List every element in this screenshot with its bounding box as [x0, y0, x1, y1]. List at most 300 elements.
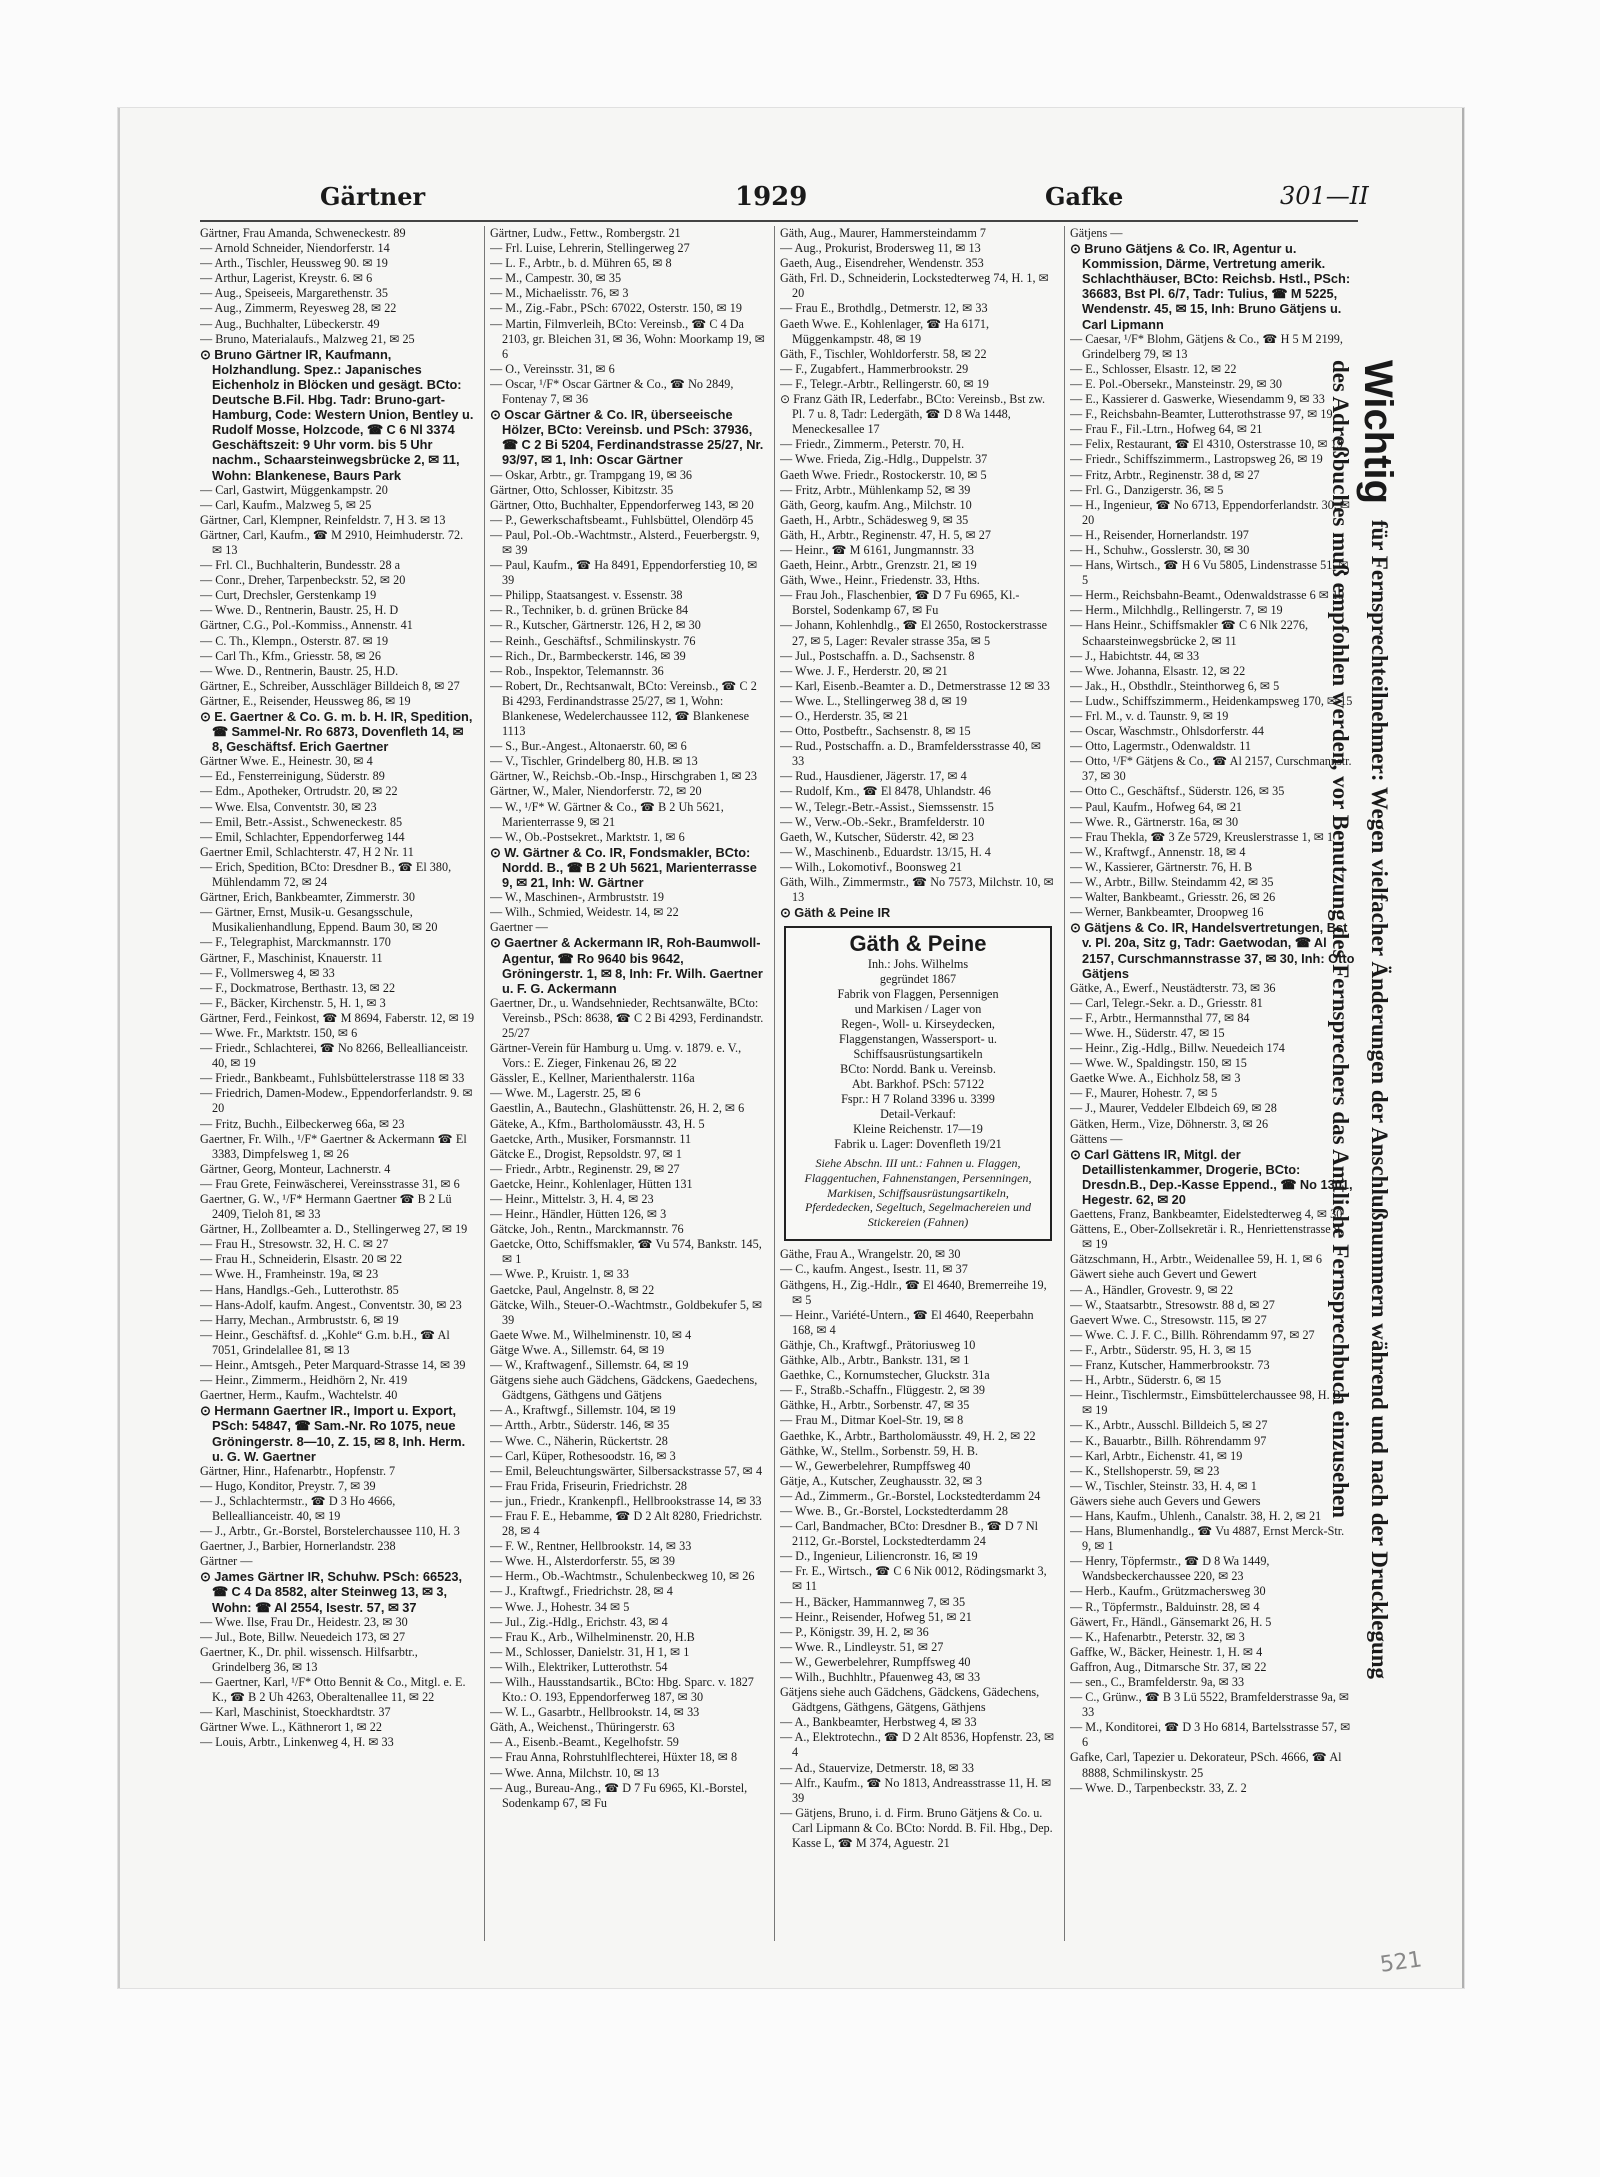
- directory-entry: — Frau M., Ditmar Koel-Str. 19, ✉ 8: [780, 1413, 964, 1428]
- directory-entry: — O., Herderstr. 35, ✉ 21: [780, 709, 909, 723]
- directory-entry: — Rob., Inspektor, Telemannstr. 36: [490, 663, 664, 678]
- directory-entry: — H., Schuhw., Gosslerstr. 30, ✉ 30: [1070, 542, 1250, 557]
- directory-entry: ⊙ Oscar Gärtner & Co. IR, überseeische Hölzer, BCto: Vereinsb. und PSch: 37936, ☎ C 2 Bi 5204, Ferdinandstrasse 25/27, Nr. 93/97, ✉ 1, Inh: Oscar Gärtner: [490, 407, 764, 468]
- directory-entry: — L. F., Arbtr., b. d. Mühren 65, ✉ 8: [490, 256, 672, 271]
- directory-entry: — Frl. M., v. d. Taunstr. 9, ✉ 19: [1070, 709, 1229, 723]
- directory-entry: Gäth, Wwe., Heinr., Friedenstr. 33, Hths.: [780, 573, 980, 588]
- directory-entry: ⊙ Bruno Gärtner IR, Kaufmann, Holzhandlung. Spez.: Japanisches Eichenholz in Blöcken und gesägt. BCto: Deutsche B.Fil. Hbg. Tadr: Bruno-gart-Hamburg, Code: Western Union, Bentley u. Rudolf Mosse, Holzcode, ☎ C 6 Nl 3374 Geschäftszeit: 9 Uhr vorm. bis 5 Uhr nachm., Schaarsteinwegsbrücke 2, ✉ 11, Wohn: Blankenese, Baurs Park: [200, 346, 474, 483]
- ad-line: Flaggenstangen, Wassersport- u.: [839, 1032, 997, 1047]
- directory-entry: — E., Schlosser, Elsastr. 12, ✉ 22: [1070, 361, 1237, 376]
- directory-entry: — F., Maurer, Hohestr. 7, ✉ 5: [1070, 1086, 1218, 1101]
- directory-entry: ⊙ E. Gaertner & Co. G. m. b. H. IR, Spedition, ☎ Sammel-Nr. Ro 6873, Dovenfleth 14, ✉ 8, Geschäftsf. Erich Gaertner: [200, 709, 473, 755]
- directory-entry: — Werner, Bankbeamter, Droopweg 16: [1070, 905, 1264, 920]
- page-number: 301—II: [1280, 182, 1369, 210]
- directory-entry: Gaeth, Aug., Eisendreher, Wendenstr. 353: [780, 256, 984, 271]
- directory-entry: — Paul, Pol.-Ob.-Wachtmstr., Alsterd., Feuerbergstr. 9, ✉ 39: [490, 527, 760, 557]
- directory-entry: Gättens —: [1070, 1131, 1123, 1146]
- directory-entry: — Ed., Fensterreinigung, Süderstr. 89: [200, 769, 385, 784]
- directory-entry: Gärtner, Carl, Kaufm., ☎ M 2910, Heimhuderstr. 72. ✉ 13: [200, 527, 464, 557]
- directory-entry: — Aug., Bureau-Ang., ☎ D 7 Fu 6965, Kl.-Borstel, Sodenkamp 67, ✉ Fu: [490, 1780, 748, 1810]
- page-stamp: 521: [1378, 1947, 1424, 1978]
- directory-entry: — Gärtner, Ernst, Musik-u. Gesangsschule, Musikalienhandlung, Eppend. Baum 30, ✉ 20: [200, 905, 438, 935]
- directory-entry: — Edm., Apotheker, Ortrudstr. 20, ✉ 22: [200, 784, 398, 799]
- directory-entry: — Emil, Betr.-Assist., Schweneckestr. 85: [200, 814, 403, 829]
- directory-entry: Gäth, Wilh., Zimmermstr., ☎ No 7573, Milchstr. 10, ✉ 13: [780, 875, 1054, 905]
- directory-entry: — Otto, ¹/F* Gätjens & Co., ☎ Al 2157, Curschmannstr. 37, ✉ 30: [1070, 754, 1352, 784]
- directory-entry: — Bruno, Materialaufs., Malzweg 21, ✉ 25: [200, 331, 415, 346]
- directory-entry: — Wwe. Elsa, Conventstr. 30, ✉ 23: [200, 799, 377, 814]
- directory-entry: — H., Ingenieur, ☎ No 6713, Eppendorferlandstr. 30, ✉ 20: [1070, 497, 1351, 527]
- directory-entry: — Curt, Drechsler, Gerstenkamp 19: [200, 588, 377, 603]
- directory-entry: — Emil, Schlachter, Eppendorferweg 144: [200, 829, 405, 844]
- directory-entry: — Frau Anna, Rohrstuhlflechterei, Hüxter 18, ✉ 8: [490, 1750, 738, 1765]
- directory-entry: ⊙ Gätjens & Co. IR, Handelsvertretungen, Bst v. Pl. 20a, Sitz g, Tadr: Gaetwodan, ☎ Al 2157, Curschmannstrasse 37, ✉ 30, Inh: Otto Gätjens: [1070, 920, 1355, 981]
- ad-line: Kleine Reichenstr. 17—19: [853, 1122, 983, 1137]
- page-content: [200, 174, 1440, 1974]
- directory-entry: — Heinr., Geschäftsf. d. „Kohle“ G.m. b.H., ☎ Al 7051, Grindelallee 81, ✉ 13: [200, 1327, 450, 1357]
- directory-entry: — K., Bauarbtr., Billh. Röhrendamm 97: [1070, 1433, 1267, 1448]
- header-rule: [200, 220, 1358, 222]
- directory-entry: Gärtner, Georg, Monteur, Lachnerstr. 4: [200, 1161, 391, 1176]
- directory-entry: — Carl, Bandmacher, BCto: Dresdner B., ☎ D 7 Nl 2112, Gr.-Borstel, Lockstedterdamm 24: [780, 1519, 1039, 1549]
- directory-entry: Gafke, Carl, Tapezier u. Dekorateur, PSch. 4666, ☎ Al 8888, Schmilinskystr. 25: [1070, 1750, 1342, 1780]
- column-2: [490, 226, 766, 1946]
- directory-entry: — C., Grünw., ☎ B 3 Lü 5522, Bramfelderstrasse 9a, ✉ 33: [1070, 1690, 1350, 1720]
- directory-entry: Gäthke, W., Stellm., Sorbenstr. 59, H. B.: [780, 1443, 979, 1458]
- directory-entry: — Hans, Kaufm., Uhlenh., Canalstr. 38, H. 2, ✉ 21: [1070, 1508, 1322, 1523]
- directory-entry: Gäth, H., Arbtr., Reginenstr. 47, H. 5, ✉ 27: [780, 527, 991, 542]
- directory-entry: — Karl, Arbtr., Eichenstr. 41, ✉ 19: [1070, 1448, 1243, 1463]
- directory-entry: — Otto C., Geschäftsf., Süderstr. 126, ✉ 35: [1070, 784, 1285, 799]
- directory-entry: — Wwe. C. J. F. C., Billh. Röhrendamm 97, ✉ 27: [1070, 1327, 1315, 1342]
- directory-entry: — Wilh., Lokomotivf., Boonsweg 21: [780, 859, 963, 874]
- directory-entry: — Heinr., Tischlermstr., Eimsbüttelerchaussee 98, H. B, ✉ 19: [1070, 1388, 1344, 1418]
- directory-entry: Gaffron, Aug., Ditmarsche Str. 37, ✉ 22: [1070, 1659, 1267, 1674]
- directory-entry: — Philipp, Staatsangest. v. Essenstr. 38: [490, 588, 683, 603]
- directory-entry: Gätcke E., Drogist, Repsoldstr. 97, ✉ 1: [490, 1146, 682, 1161]
- directory-entry: — Wwe. Frieda, Zig.-Hdlg., Duppelstr. 37: [780, 452, 988, 467]
- directory-entry: — Wwe. Johanna, Elsastr. 12, ✉ 22: [1070, 663, 1246, 678]
- directory-entry: — Fritz, Arbtr., Reginenstr. 38 d, ✉ 27: [1070, 467, 1260, 482]
- directory-entry: Gaettens, Franz, Bankbeamter, Eidelstedterweg 4, ✉ 30: [1070, 1207, 1343, 1222]
- column-divider: [774, 226, 775, 1941]
- directory-entry: — Hugo, Konditor, Preystr. 7, ✉ 39: [200, 1478, 376, 1493]
- directory-entry: — F., Arbtr., Hermannsthal 77, ✉ 84: [1070, 1010, 1250, 1025]
- directory-entry: — Wwe. C., Näherin, Rückertstr. 28: [490, 1433, 668, 1448]
- directory-entry: — K., Hafenarbtr., Peterstr. 32, ✉ 3: [1070, 1629, 1245, 1644]
- directory-entry: — Jak., H., Obsthdlr., Steinthorweg 6, ✉ 5: [1070, 678, 1280, 693]
- directory-entry: Gätjens siehe auch Gädchens, Gädckens, Gädechens, Gädtgens, Gäthgens, Gätgens, Gäthjens: [780, 1685, 1040, 1715]
- directory-entry: — Rud., Hausdiener, Jägerstr. 17, ✉ 4: [780, 769, 967, 784]
- directory-entry: — Aug., Zimmerm, Reyesweg 28, ✉ 22: [200, 301, 397, 316]
- directory-entry: Gäthje, Ch., Kraftwgf., Prätoriusweg 10: [780, 1337, 976, 1352]
- directory-entry: — W., Gewerbelehrer, Rumpffsweg 40: [780, 1654, 971, 1669]
- directory-entry: — Caesar, ¹/F* Blohm, Gätjens & Co., ☎ H 5 M 2199, Grindelberg 79, ✉ 13: [1070, 331, 1343, 361]
- directory-entry: Gärtner, W., Reichsb.-Ob.-Insp., Hirschgraben 1, ✉ 23: [490, 769, 757, 784]
- directory-entry: ⊙ Hermann Gaertner IR., Import u. Export, PSch: 54847, ☎ Sam.-Nr. Ro 1075, neue Gröningerstr. 8—10, Z. 15, ✉ 8, Inh. Herm. u. G. W. Gaertner: [200, 1403, 466, 1464]
- directory-entry: — Frau Joh., Flaschenbier, ☎ D 7 Fu 6965, Kl.-Borstel, Sodenkamp 67, ✉ Fu: [780, 588, 1020, 618]
- directory-entry: ⊙ James Gärtner IR, Schuhw. PSch: 66523, ☎ C 4 Da 8582, alter Steinweg 13, ✉ 3, Wohn: ☎ Al 2554, Isestr. 57, ✉ 37: [200, 1569, 463, 1615]
- directory-entry: — Oscar, ¹/F* Oscar Gärtner & Co., ☎ No 2849, Fontenay 7, ✉ 36: [490, 376, 734, 407]
- directory-entry: — Frl. Cl., Buchhalterin, Bundesstr. 28 a: [200, 558, 401, 573]
- directory-entry: — Herm., Milchhdlg., Rellingerstr. 7, ✉ 19: [1070, 603, 1283, 618]
- directory-entry: Gaeth Wwe. E., Kohlenlager, ☎ Ha 6171, Müggenkampstr. 48, ✉ 19: [780, 316, 990, 346]
- directory-entry: Gaertner, Herm., Kaufm., Wachtelstr. 40: [200, 1388, 398, 1403]
- directory-entry: — Oskar, Arbtr., gr. Trampgang 19, ✉ 36: [490, 467, 693, 482]
- directory-entry: Gaertner, Fr. Wilh., ¹/F* Gaertner & Ackermann ☎ El 3383, Dimpfelsweg 1, ✉ 26: [200, 1131, 467, 1161]
- directory-entry: Gätcke, Joh., Rentn., Marckmannstr. 76: [490, 1222, 684, 1237]
- directory-entry: — Wwe. D., Rentnerin, Baustr. 25, H. D: [200, 603, 399, 618]
- directory-entry: — Wwe. R., Lindleystr. 51, ✉ 27: [780, 1639, 944, 1654]
- directory-entry: Gärtner, Hinr., Hafenarbtr., Hopfenstr. 7: [200, 1463, 396, 1478]
- directory-entry: — Karl, Eisenb.-Beamter a. D., Detmerstrasse 12 ✉ 33: [780, 678, 1050, 693]
- directory-entry: — S., Bur.-Angest., Altonaerstr. 60, ✉ 6: [490, 739, 687, 754]
- directory-entry: — J., Arbtr., Gr.-Borstel, Borstelerchaussee 110, H. 3: [200, 1524, 460, 1539]
- directory-entry: — D., Ingenieur, Liliencronstr. 16, ✉ 19: [780, 1549, 978, 1564]
- directory-entry: — Hans Heinr., Schiffsmakler ☎ C 6 Nlk 2276, Schaarsteinwegsbrücke 2, ✉ 11: [1070, 618, 1309, 648]
- directory-entry: Gärtner, Erich, Bankbeamter, Zimmerstr. 30: [200, 890, 415, 905]
- directory-entry: Gärtner —: [200, 1554, 253, 1569]
- directory-entry: — Wilh., Hausstandsartik., BCto: Hbg. Sparc. v. 1827 Kto.: O. 193, Eppendorferweg 187, ✉ 30: [490, 1675, 754, 1705]
- ad-line: und Markisen / Lager von: [854, 1002, 982, 1017]
- directory-entry: — W., Telegr.-Betr.-Assist., Siemssenstr. 15: [780, 799, 994, 814]
- directory-entry: — Henry, Töpfermstr., ☎ D 8 Wa 1449, Wandsbeckerchaussee 220, ✉ 23: [1070, 1554, 1270, 1584]
- directory-entry: — Heinr., Zig.-Hdlg., Billw. Neuedeich 174: [1070, 1041, 1285, 1056]
- directory-entry: — Wwe. P., Kruistr. 1, ✉ 33: [490, 1267, 629, 1282]
- directory-entry: — Paul, Kaufm., Hofweg 64, ✉ 21: [1070, 799, 1243, 814]
- directory-entry: Gaeth, H., Arbtr., Schädesweg 9, ✉ 35: [780, 512, 969, 527]
- directory-entry: — W., Maschinenb., Eduardstr. 13/15, H. 4: [780, 844, 991, 859]
- directory-entry: — A., Elektrotechn., ☎ D 2 Alt 8536, Hopfenstr. 23, ✉ 4: [780, 1730, 1055, 1760]
- directory-entry: Gärtner, Ludw., Fettw., Rombergstr. 21: [490, 226, 681, 240]
- directory-entry: — Friedr., Zimmerm., Peterstr. 70, H.: [780, 437, 965, 452]
- directory-entry: Gäth, Aug., Maurer, Hammersteindamm 7: [780, 226, 986, 240]
- directory-entry: — Arthur, Lagerist, Kreystr. 6. ✉ 6: [200, 271, 373, 286]
- directory-entry: — W., Ob.-Postsekret., Marktstr. 1, ✉ 6: [490, 829, 685, 844]
- directory-entry: — Otto, Lagermstr., Odenwaldstr. 11: [1070, 739, 1251, 754]
- directory-entry: — J., Maurer, Veddeler Elbdeich 69, ✉ 28: [1070, 1101, 1277, 1116]
- directory-entry: Gärtner, F., Maschinist, Knauerstr. 11: [200, 950, 383, 965]
- directory-entry: — Heinr., ☎ M 6161, Jungmannstr. 33: [780, 542, 974, 557]
- directory-entry: Gaertner —: [490, 920, 548, 935]
- directory-entry: — Heinr., Mittelstr. 3, H. 4, ✉ 23: [490, 1192, 654, 1206]
- directory-entry: — Carl, Küper, Rothesoodstr. 16, ✉ 3: [490, 1448, 676, 1463]
- ad-line: Regen-, Woll- u. Kirseydecken,: [841, 1017, 995, 1032]
- column-3: [780, 226, 1056, 1946]
- directory-entry: — M., Konditorei, ☎ D 3 Ho 6814, Bartelsstrasse 57, ✉ 6: [1070, 1720, 1351, 1750]
- directory-entry: — V., Tischler, Grindelberg 80, H.B. ✉ 13: [490, 754, 698, 769]
- directory-entry: Gätcke, Wilh., Steuer-O.-Wachtmstr., Goldbekufer 5, ✉ 39: [490, 1297, 763, 1327]
- directory-entry: — Frau H., Schneiderin, Elsastr. 20 ✉ 22: [200, 1252, 403, 1267]
- directory-entry: — W., Kassierer, Gärtnerstr. 76, H. B: [1070, 859, 1253, 874]
- directory-entry: Gärtner, Otto, Buchhalter, Eppendorferweg 143, ✉ 20: [490, 497, 754, 512]
- directory-entry: — Hans, Wirtsch., ☎ H 6 Vu 5805, Lindenstrasse 51, ✉ 5: [1070, 558, 1349, 588]
- directory-entry: Gärtner-Verein für Hamburg u. Umg. v. 1879. e. V., Vors.: E. Zieger, Finkenau 26, ✉ 22: [490, 1041, 742, 1071]
- directory-entry: — F., Arbtr., Süderstr. 95, H. 3, ✉ 15: [1070, 1342, 1252, 1357]
- directory-entry: — Paul, Kaufm., ☎ Ha 8491, Eppendorferstieg 10, ✉ 39: [490, 558, 758, 588]
- directory-entry: — A., Eisenb.-Beamt., Kegelhofstr. 59: [490, 1735, 679, 1750]
- directory-entry: Gäthke, H., Arbtr., Sorbenstr. 47, ✉ 35: [780, 1398, 970, 1413]
- directory-entry: — E. Pol.-Obersekr., Mansteinstr. 29, ✉ 30: [1070, 376, 1282, 391]
- directory-entry: — E., Kassierer d. Gaswerke, Wiesendamm 9, ✉ 33: [1070, 392, 1325, 407]
- directory-entry: — F., Bäcker, Kirchenstr. 5, H. 1, ✉ 3: [200, 995, 386, 1010]
- directory-entry: — Aug., Buchhalter, Lübeckerstr. 49: [200, 316, 380, 331]
- directory-entry: — Frau E., Brothdlg., Detmerstr. 12, ✉ 33: [780, 301, 988, 316]
- directory-entry: — Johann, Kohlenhdlg., ☎ El 2650, Rostockerstrasse 27, ✉ 5, Lager: Revaler strasse 35a, ✉ 5: [780, 618, 1048, 648]
- directory-entry: — Franz, Kutscher, Hammerbrookstr. 73: [1070, 1358, 1270, 1373]
- directory-entry: — R., Töpfermstr., Balduinstr. 28, ✉ 4: [1070, 1599, 1260, 1614]
- directory-entry: — Rudolf, Km., ☎ El 8478, Uhlandstr. 46: [780, 784, 991, 799]
- directory-entry: — Rich., Dr., Barmbeckerstr. 146, ✉ 39: [490, 648, 686, 663]
- directory-entry: — Frau K., Arb., Wilhelminenstr. 20, H.B: [490, 1629, 695, 1644]
- directory-entry: Gaeth Wwe. Friedr., Rostockerstr. 10, ✉ 5: [780, 467, 987, 482]
- column-divider: [1064, 226, 1065, 1941]
- directory-entry: — Gaertner, Karl, ¹/F* Otto Bennit & Co., Mitgl. e. E. K., ☎ B 2 Uh 4263, Oberaltenallee 11, ✉ 22: [200, 1675, 466, 1705]
- header-year: 1929: [735, 182, 808, 212]
- directory-entry: — K., Stellshoperstr. 59, ✉ 23: [1070, 1463, 1220, 1478]
- directory-entry: — W., Gewerbelehrer, Rumpffsweg 40: [780, 1458, 971, 1473]
- ad-line: Detail-Verkauf:: [880, 1107, 956, 1122]
- column-divider: [484, 226, 485, 1941]
- directory-entry: — Wwe. Fr., Marktstr. 150, ✉ 6: [200, 1025, 358, 1040]
- directory-entry: — Herm., Reichsbahn-Beamt., Odenwaldstrasse 6 ✉ 19: [1070, 588, 1345, 603]
- ad-lines: [796, 987, 1040, 1152]
- directory-entry: — Wwe. Anna, Milchstr. 10, ✉ 13: [490, 1765, 660, 1780]
- directory-entry: — A., Kraftwgf., Sillemstr. 104, ✉ 19: [490, 1403, 676, 1418]
- directory-entry: — C. Th., Klempn., Osterstr. 87. ✉ 19: [200, 633, 389, 648]
- directory-entry: — P., Königstr. 39, H. 2, ✉ 36: [780, 1624, 929, 1639]
- directory-entry: Gaertner, K., Dr. phil. wissensch. Hilfsarbtr., Grindelberg 36, ✉ 13: [200, 1644, 418, 1674]
- vertical-notice: [1327, 360, 1400, 1690]
- directory-entry: Gaethke, C., Kornumstecher, Gluckstr. 31a: [780, 1368, 990, 1383]
- directory-entry: Gäth, A., Weichenst., Thüringerstr. 63: [490, 1720, 675, 1735]
- directory-entry: — sen., C., Bramfelderstr. 9a, ✉ 33: [1070, 1675, 1245, 1689]
- directory-entry: — W., ¹/F* W. Gärtner & Co., ☎ B 2 Uh 5621, Marienterrasse 9, ✉ 21: [490, 799, 724, 829]
- directory-entry: Gaertner, G. W., ¹/F* Hermann Gaertner ☎ B 2 Lü 2409, Tieloh 81, ✉ 33: [200, 1192, 452, 1222]
- directory-entry: Gäteke, A., Kfm., Bartholomäusstr. 43, H. 5: [490, 1116, 705, 1131]
- directory-entry: — W., Verw.-Ob.-Sekr., Bramfelderstr. 10: [780, 814, 985, 829]
- directory-entry: Gärtner, Otto, Schlosser, Kibitzstr. 35: [490, 482, 674, 497]
- directory-entry: — Hans, Handlgs.-Geh., Lutterothstr. 85: [200, 1282, 399, 1297]
- directory-entry: — Friedrich, Damen-Modew., Eppendorferlandstr. 9. ✉ 20: [200, 1086, 473, 1116]
- directory-entry: — W. L., Gasarbtr., Hellbrookstr. 14, ✉ 33: [490, 1705, 700, 1720]
- notice-keyword: Wichtig: [1356, 360, 1400, 505]
- directory-entry: Gäthe, Frau A., Wrangelstr. 20, ✉ 30: [780, 1247, 961, 1262]
- directory-entry: — Fr. E., Wirtsch., ☎ C 6 Nik 0012, Rödingsmarkt 3, ✉ 11: [780, 1564, 1047, 1594]
- directory-entry: — H., Arbtr., Süderstr. 6, ✉ 15: [1070, 1373, 1222, 1388]
- directory-entry: — A., Bankbeamter, Herbstweg 4, ✉ 33: [780, 1715, 977, 1730]
- directory-entry: — Emil, Beleuchtungswärter, Silbersackstrasse 57, ✉ 4: [490, 1463, 763, 1478]
- directory-entry: Gaetcke, Paul, Angelnstr. 8, ✉ 22: [490, 1282, 655, 1297]
- directory-entry: Gäth, F., Tischler, Wohldorferstr. 58, ✉ 22: [780, 346, 987, 361]
- directory-entry: — Frau F. E., Hebamme, ☎ D 2 Alt 8280, Friedrichstr. 28, ✉ 4: [490, 1508, 763, 1539]
- directory-entry: — Reinh., Geschäftsf., Schmilinskystr. 76: [490, 633, 696, 648]
- directory-entry: — Herb., Kaufm., Grützmachersweg 30: [1070, 1584, 1266, 1599]
- directory-entry: — W., Arbtr., Billw. Steindamm 42, ✉ 35: [1070, 875, 1274, 890]
- directory-entry: — Ad., Stauervize, Detmerstr. 18, ✉ 33: [780, 1760, 975, 1775]
- directory-entry: Gätje, A., Kutscher, Zeughausstr. 32, ✉ 3: [780, 1473, 982, 1488]
- directory-entry: — Jul., Zig.-Hdlg., Erichstr. 43, ✉ 4: [490, 1614, 668, 1629]
- directory-entry: Gäthke, Alb., Arbtr., Bankstr. 131, ✉ 1: [780, 1353, 970, 1368]
- directory-entry: — Gätjens, Bruno, i. d. Firm. Bruno Gätjens & Co. u. Carl Lipmann & Co. BCto: Nordd. B. Fil. Hbg., Dep. Kasse L, ☎ M 374, Aguestr. 21: [780, 1805, 1053, 1851]
- directory-entry: Gaetke Wwe. A., Eichholz 58, ✉ 3: [1070, 1071, 1241, 1086]
- directory-entry: Gärtner Wwe. E., Heinestr. 30, ✉ 4: [200, 754, 373, 769]
- directory-entry: Gaeth, Heinr., Arbtr., Grenzstr. 21, ✉ 19: [780, 558, 977, 573]
- directory-entry: Gättens, E., Ober-Zollsekretär i. R., Henriettenstrasse 9, ✉ 19: [1070, 1222, 1343, 1252]
- directory-entry: — Wwe. J., Hohestr. 34 ✉ 5: [490, 1599, 630, 1614]
- directory-entry: — M., Michaelisstr. 76, ✉ 3: [490, 286, 629, 301]
- directory-entry: — F., Dockmatrose, Berthastr. 13, ✉ 22: [200, 980, 396, 995]
- ad-crossref: Siehe Abschn. III unt.: Fahnen u. Flaggen, Flaggentuchen, Fahnenstangen, Persenningen, Markisen, Schiffsausrüstungsartikeln, Pferdedecken, Segeltuch, Segelmachereien und Stickereien (Fahnen): [804, 1156, 1032, 1229]
- ad-line: Fabrik u. Lager: Dovenfleth 19/21: [834, 1137, 1002, 1152]
- directory-entry: — Frau Frida, Friseurin, Friedrichstr. 28: [490, 1478, 688, 1493]
- directory-entry: — Wwe. D., Tarpenbeckstr. 33, Z. 2: [1070, 1780, 1247, 1795]
- directory-entry: — W., Maschinen-, Armbruststr. 19: [490, 890, 665, 905]
- directory-entry: — Heinr., Amtsgeh., Peter Marquard-Strasse 14, ✉ 39: [200, 1358, 466, 1373]
- directory-entry: — Karl, Maschinist, Stoeckhardtstr. 37: [200, 1705, 391, 1720]
- directory-entry: — Walter, Bankbeamt., Griesstr. 26, ✉ 26: [1070, 890, 1276, 905]
- directory-entry: — Wwe. J. F., Herderstr. 20, ✉ 21: [780, 663, 948, 678]
- directory-entry: Gaertner, J., Barbier, Hornerlandstr. 238: [200, 1539, 396, 1554]
- directory-entry: — Friedr., Arbtr., Reginenstr. 29, ✉ 27: [490, 1161, 680, 1176]
- directory-entry: Gätke, A., Ewerf., Neustädterstr. 73, ✉ 36: [1070, 980, 1276, 995]
- directory-entry: — Conr., Dreher, Tarpenbeckstr. 52, ✉ 20: [200, 573, 406, 588]
- notice-line-2: des Adreßbuches muß empfohlen werden, vor Benutzung des Fernsprechers das Amtliche Fernsprechbuch einzusehen: [1328, 360, 1353, 1518]
- directory-entry: — Carl, Kaufm., Malzweg 5, ✉ 25: [200, 497, 372, 512]
- directory-entry: — Carl, Telegr.-Sekr. a. D., Griesstr. 81: [1070, 995, 1263, 1010]
- directory-entry: Gaestlin, A., Bautechn., Glashüttenstr. 26, H. 2, ✉ 6: [490, 1101, 745, 1116]
- ad-line: BCto: Nordd. Bank u. Vereinsb.: [840, 1062, 996, 1077]
- directory-entry: — F., Zugabfert., Hammerbrookstr. 29: [780, 361, 969, 376]
- directory-entry: Gätjens —: [1070, 226, 1123, 240]
- directory-entry: — Otto, Postbeftr., Sachsenstr. 8, ✉ 15: [780, 724, 971, 739]
- directory-entry: — Wilh., Elektriker, Lutterothstr. 54: [490, 1659, 668, 1674]
- ad-owner: Inh.: Johs. Wilhelms: [867, 957, 969, 972]
- directory-entry: — F., Straßb.-Schaffn., Flüggestr. 2, ✉ 39: [780, 1383, 986, 1398]
- directory-entry: ⊙ Gaertner & Ackermann IR, Roh-Baumwoll-Agentur, ☎ Ro 9640 bis 9642, Gröningerstr. 1, ✉ 8, Inh: Fr. Wilh. Gaertner u. F. G. Ackermann: [490, 935, 763, 996]
- directory-entry: Gäthgens, H., Zig.-Hdlr., ☎ El 4640, Bremerreihe 19, ✉ 5: [780, 1277, 1047, 1307]
- directory-entry: — Wwe. D., Rentnerin, Baustr. 25, H.D.: [200, 663, 399, 678]
- directory-entry: — Martin, Filmverleih, BCto: Vereinsb., ☎ C 4 Da 2103, gr. Bleichen 31, ✉ 36, Wohn: Moorkamp 19, ✉ 6: [490, 316, 765, 361]
- directory-entry: Gärtner, H., Zollbeamter a. D., Stellingerweg 27, ✉ 19: [200, 1222, 468, 1237]
- ad-title: Gäth & Peine: [849, 931, 987, 957]
- directory-entry: — Artth., Arbtr., Süderstr. 146, ✉ 35: [490, 1418, 670, 1433]
- directory-entry: — Frl. G., Danzigerstr. 36, ✉ 5: [1070, 482, 1224, 497]
- directory-entry: Gaevert Wwe. C., Stresowstr. 115, ✉ 27: [1070, 1312, 1267, 1327]
- directory-entry: — Robert, Dr., Rechtsanwalt, BCto: Vereinsb., ☎ C 2 Bi 4293, Ferdinandstrasse 25/27, ✉ 1, Wohn: Blankenese, Wedelerchaussee 112, ☎ Blankenese 1113: [490, 678, 757, 739]
- directory-entry: ⊙ Bruno Gätjens & Co. IR, Agentur u. Kommission, Därme, Vertretung amerik. Schlachthäuser, BCto: Reichsb. Hstl., PSch: 36683, Bst Pl. 6/7, Tadr: Tulius, ☎ M 5225, Wendenstr. 45, ✉ 15, Inh: Bruno Gätjens u. Carl Lipmann: [1070, 241, 1351, 332]
- column-1: [200, 226, 476, 1946]
- directory-entry: Gärtner, E., Reisender, Heussweg 86, ✉ 19: [200, 693, 411, 708]
- directory-entry: Gäwers siehe auch Gevers und Gewers: [1070, 1493, 1261, 1508]
- directory-entry: Gaete Wwe. M., Wilhelminenstr. 10, ✉ 4: [490, 1327, 692, 1342]
- ad-founded: gegründet 1867: [879, 972, 957, 987]
- directory-entry: — W., Tischler, Steinstr. 33, H. 4, ✉ 1: [1070, 1478, 1257, 1493]
- notice-line-1: für Fernsprechteilnehmer: Wegen vielfacher Änderungen der Anschlußnummern während und nach der Drucklegung: [1367, 519, 1393, 1680]
- directory-entry: Gärtner, E., Schreiber, Ausschläger Billdeich 8, ✉ 27: [200, 678, 460, 693]
- directory-entry: — J., Habichtstr. 44, ✉ 33: [1070, 648, 1200, 663]
- column-4: [1070, 226, 1355, 1946]
- directory-entry: — Heinr., Zimmerm., Heidhörn 2, Nr. 419: [200, 1373, 408, 1388]
- directory-entry: ⊙ Franz Gäth IR, Lederfabr., BCto: Vereinsb., Bst zw. Pl. 7 u. 8, Tadr: Ledergäth, ☎ D 8 Wa 1448, Meneckesallee 17: [780, 392, 1046, 437]
- directory-entry: Gaertner Emil, Schlachterstr. 47, H 2 Nr. 11: [200, 844, 414, 859]
- directory-entry: — Arnold Schneider, Niendorferstr. 14: [200, 241, 390, 256]
- directory-entry: — Arth., Tischler, Heussweg 90. ✉ 19: [200, 256, 388, 271]
- directory-entry: Gaetcke, Arth., Musiker, Forsmannstr. 11: [490, 1131, 692, 1146]
- directory-entry: — Oscar, Waschmstr., Ohlsdorferstr. 44: [1070, 724, 1264, 739]
- directory-entry: ⊙ W. Gärtner & Co. IR, Fondsmakler, BCto: Nordd. B., ☎ B 2 Uh 5621, Marienterrasse 9, ✉ 21, Inh: W. Gärtner: [490, 844, 757, 891]
- directory-entry: — Wilh., Buchhltr., Pfauenweg 43, ✉ 33: [780, 1670, 981, 1684]
- directory-entry: — Frau Grete, Feinwäscherei, Vereinsstrasse 31, ✉ 6: [200, 1176, 460, 1191]
- directory-entry: — Wwe. W., Spaldingstr. 150, ✉ 15: [1070, 1056, 1247, 1071]
- directory-entry: — Aug., Speiseeis, Margarethenstr. 35: [200, 286, 388, 301]
- directory-entry: — M., Zig.-Fabr., PSch: 67022, Osterstr. 150, ✉ 19: [490, 301, 742, 316]
- directory-entry: — Heinr., Variété-Untern., ☎ El 4640, Reeperbahn 168, ✉ 4: [780, 1307, 1034, 1337]
- directory-entry: — Friedr., Bankbeamt., Fuhlsbüttelerstrasse 118 ✉ 33: [200, 1071, 465, 1086]
- directory-entry: Gaetcke, Otto, Schiffsmakler, ☎ Vu 574, Bankstr. 145, ✉ 1: [490, 1237, 762, 1267]
- directory-entry: Gaffke, W., Bäcker, Heinestr. 1, H. ✉ 4: [1070, 1644, 1263, 1659]
- directory-entry: — Friedr., Schiffszimmerm., Lastropsweg 26, ✉ 19: [1070, 452, 1323, 467]
- directory-entry: — Wwe. Ilse, Frau Dr., Heidestr. 23, ✉ 30: [200, 1614, 408, 1629]
- directory-entry: — W., Kraftwgf., Annenstr. 18, ✉ 4: [1070, 844, 1246, 859]
- directory-entry: Gäth, Georg, kaufm. Ang., Milchstr. 10: [780, 497, 972, 512]
- directory-entry: — Fritz, Arbtr., Mühlenkamp 52, ✉ 39: [780, 482, 971, 497]
- header-right-keyword: Gafke: [1045, 182, 1124, 211]
- directory-entry: Gaeth, W., Kutscher, Süderstr. 42, ✉ 23: [780, 829, 974, 844]
- directory-entry: — Heinr., Händler, Hütten 126, ✉ 3: [490, 1207, 667, 1222]
- directory-entry: — F., Telegraphist, Marckmannstr. 170: [200, 935, 391, 950]
- directory-entry: Gärtner, W., Maler, Niendorferstr. 72, ✉ 20: [490, 784, 702, 799]
- directory-entry: — Carl Th., Kfm., Griesstr. 58, ✉ 26: [200, 648, 381, 663]
- directory-entry: Gärtner, C.G., Pol.-Kommiss., Annenstr. 41: [200, 618, 413, 633]
- directory-entry: Gätken, Herm., Vize, Döhnerstr. 3, ✉ 26: [1070, 1116, 1269, 1131]
- directory-entry: — K., Arbtr., Ausschl. Billdeich 5, ✉ 27: [1070, 1418, 1268, 1433]
- directory-entry: Gärtner, Carl, Klempner, Reinfeldstr. 7, H 3. ✉ 13: [200, 512, 446, 527]
- directory-entry: — P., Gewerkschaftsbeamt., Fuhlsbüttel, Olendörp 45: [490, 512, 754, 527]
- advertisement-box: [784, 926, 1052, 1241]
- page-header: [200, 174, 1380, 222]
- directory-entry: — Frl. Luise, Lehrerin, Stellingerweg 27: [490, 241, 690, 256]
- directory-entry: — Frau H., Stresowstr. 32, H. C. ✉ 27: [200, 1237, 389, 1252]
- directory-entry: — Felix, Restaurant, ☎ El 4310, Osterstrasse 10, ✉ 19: [1070, 437, 1343, 452]
- directory-entry: — C., kaufm. Angest., Isestr. 11, ✉ 37: [780, 1262, 968, 1277]
- directory-entry: — R., Techniker, b. d. grünen Brücke 84: [490, 603, 689, 618]
- directory-entry: — F., Vollmersweg 4, ✉ 33: [200, 965, 335, 980]
- directory-entry: — Hans-Adolf, kaufm. Angest., Conventstr. 30, ✉ 23: [200, 1297, 462, 1312]
- directory-entry: — F., Telegr.-Arbtr., Rellingerstr. 60, ✉ 19: [780, 376, 989, 391]
- directory-entry: Gässler, E., Kellner, Marienthalerstr. 116a: [490, 1071, 695, 1086]
- directory-entry: ⊙ Gäth & Peine IR: [780, 905, 891, 921]
- column-3-entries: [780, 226, 1056, 920]
- directory-entry: Gäwert siehe auch Gevert und Gewert: [1070, 1267, 1257, 1282]
- directory-entry: — Frau Thekla, ☎ 3 Ze 5729, Kreuslerstrasse 1, ✉ 1: [1070, 829, 1334, 844]
- directory-entry: Gärtner, Frau Amanda, Schweneckestr. 89: [200, 226, 406, 240]
- directory-entry: Gäwert, Fr., Händl., Gänsemarkt 26, H. 5: [1070, 1614, 1272, 1629]
- directory-entry: Gaertner, Dr., u. Wandsehnieder, Rechtsanwälte, BCto: Vereinsb., PSch: 8638, ☎ C 2 Bi 4293, Ferdinandstr. 25/27: [490, 995, 764, 1040]
- directory-entry: — Carl, Gastwirt, Müggenkampstr. 20: [200, 482, 388, 497]
- directory-entry: — Wwe. H., Alsterdorferstr. 55, ✉ 39: [490, 1554, 675, 1569]
- directory-entry: — O., Vereinsstr. 31, ✉ 6: [490, 361, 615, 376]
- directory-entry: — Aug., Prokurist, Brodersweg 11, ✉ 13: [780, 241, 981, 256]
- directory-entry: — Erich, Spedition, BCto: Dresdner B., ☎ El 380, Mühlendamm 72, ✉ 24: [200, 859, 452, 890]
- directory-entry: Gäth, Frl. D., Schneiderin, Lockstedterweg 74, H. 1, ✉ 20: [780, 271, 1049, 301]
- directory-entry: — Ad., Zimmerm., Gr.-Borstel, Lockstedterdamm 24: [780, 1488, 1041, 1503]
- directory-entry: ⊙ Carl Gättens IR, Mitgl. der Detaillistenkammer, Drogerie, BCto: Dresdn.B., Dep.-Kasse Eppend., ☎ No 1301, Hegestr. 62, ✉ 20: [1070, 1146, 1353, 1207]
- directory-entry: — jun., Friedr., Krankenpfl., Hellbrookstrasse 14, ✉ 33: [490, 1493, 762, 1508]
- directory-entry: — Fritz, Buchh., Eilbeckerweg 66a, ✉ 23: [200, 1116, 405, 1131]
- directory-entry: — Ludw., Schiffszimmerm., Heidenkampsweg 170, ✉ 15: [1070, 693, 1353, 708]
- directory-entry: — H., Bäcker, Hammannweg 7, ✉ 35: [780, 1594, 966, 1609]
